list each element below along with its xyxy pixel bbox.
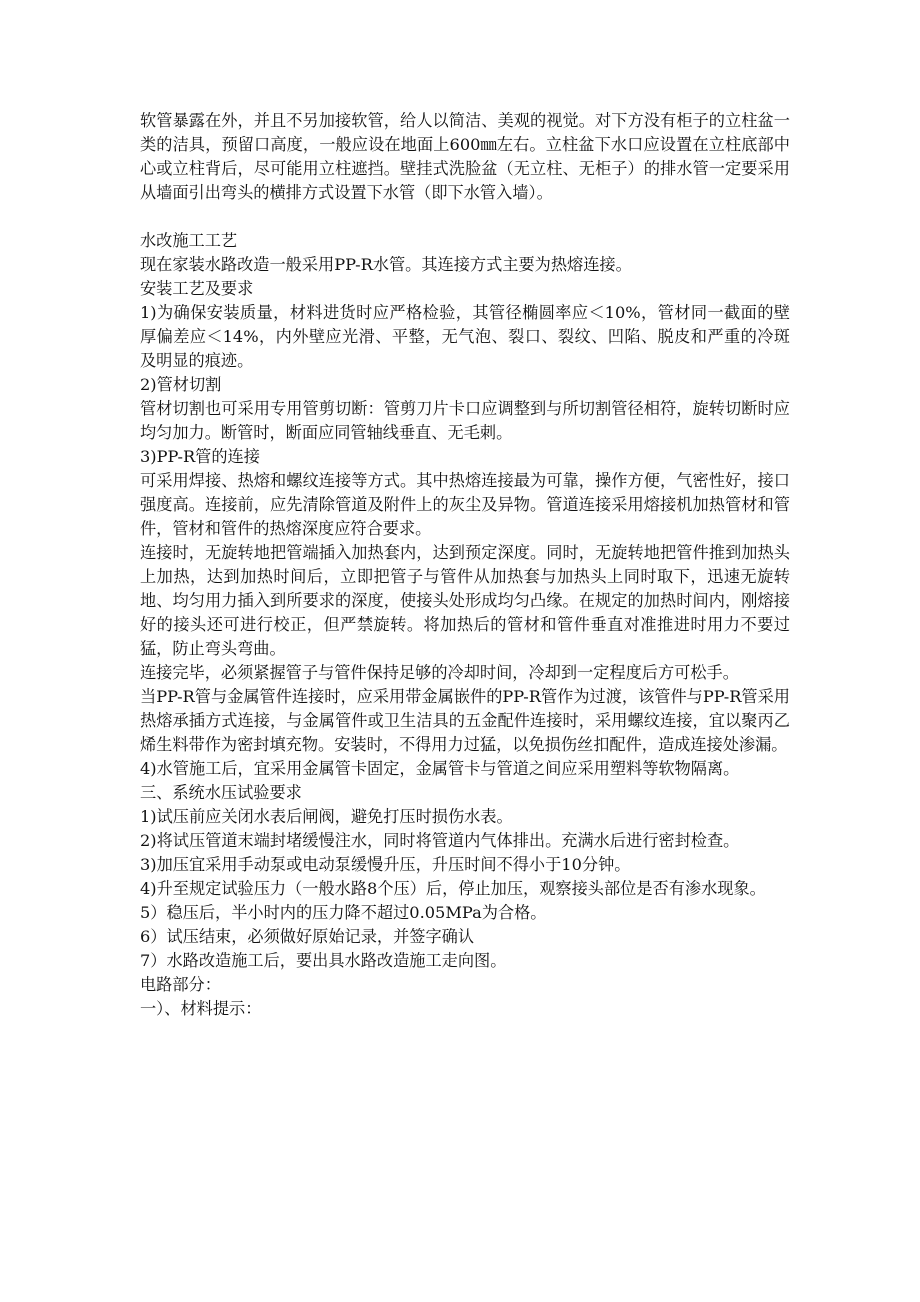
heading-installation-requirements: 安装工艺及要求	[140, 279, 254, 298]
blank-line	[140, 205, 790, 229]
heading-material-tips: 一）、材料提示：	[140, 999, 262, 1018]
list-item-test-1: 1)试压前应关闭水表后闸阀，避免打压时损伤水表。	[140, 807, 513, 826]
paragraph-ppr-intro: 现在家装水路改造一般采用PP-R水管。其连接方式主要为热熔连接。	[140, 255, 632, 274]
paragraph-pipe-cutting: 管材切割也可采用专用管剪切断：管剪刀片卡口应调整到与所切割管径相符，旋转切断时应均匀加力。断管时，断面应同管轴线垂直、无毛刺。	[140, 399, 790, 442]
document-body	[140, 109, 790, 1021]
list-item-test-5: 5）稳压后，半小时内的压力降不超过0.05MPa为合格。	[140, 903, 547, 922]
list-item-test-2: 2)将试压管道末端封堵缓慢注水，同时将管道内气体排出。充满水后进行密封检查。	[140, 831, 740, 850]
heading-pressure-test: 三、系统水压试验要求	[140, 783, 302, 802]
paragraph-cooling: 连接完毕，必须紧握管子与管件保持足够的冷却时间，冷却到一定程度后方可松手。	[140, 663, 739, 682]
paragraph-pipe-clamps: 4)水管施工后，宜采用金属管卡固定，金属管卡与管道之间应采用塑料等软物隔离。	[140, 759, 740, 778]
list-item-test-3: 3)加压宜采用手动泵或电动泵缓慢升压，升压时间不得小于10分钟。	[140, 855, 631, 874]
paragraph-connection-methods: 可采用焊接、热熔和螺纹连接等方式。其中热熔连接最为可靠，操作方便，气密性好，接口强度高。连接前，应先清除管道及附件上的灰尘及异物。管道连接采用熔接机加热管材和管件，管材和管件的热熔深度应符合要求。	[140, 471, 790, 538]
list-item-test-6: 6）试压结束，必须做好原始记录，并签字确认	[140, 927, 475, 946]
paragraph-connection-procedure: 连接时，无旋转地把管端插入加热套内，达到预定深度。同时，无旋转地把管件推到加热头上加热，达到加热时间后，立即把管子与管件从加热套与加热头上同时取下，迅速无旋转地、均匀用力插入到所要求的深度，使接头处形成均匀凸缘。在规定的加热时间内，刚熔接好的接头还可进行校正，但严禁旋转。将加热后的管材和管件垂直对准推进时用力不要过猛，防止弯头弯曲。	[140, 543, 790, 658]
list-item-test-4: 4)升至规定试验压力（一般水路8个压）后，停止加压，观察接头部位是否有渗水现象。	[140, 879, 766, 898]
heading-pipe-cutting: 2)管材切割	[140, 375, 222, 394]
heading-electrical: 电路部分：	[140, 975, 221, 994]
heading-plumbing-process: 水改施工工艺	[140, 231, 238, 250]
paragraph-material-inspection: 1)为确保安装质量，材料进货时应严格检验，其管径椭圆率应＜10%，管材同一截面的壁厚偏差应＜14%，内外壁应光滑、平整，无气泡、裂口、裂纹、凹陷、脱皮和严重的冷斑及明显的痕迹。	[140, 303, 790, 370]
paragraph-basin-drainage: 软管暴露在外，并且不另加接软管，给人以简洁、美观的视觉。对下方没有柜子的立柱盆一类的洁具，预留口高度，一般应设在地面上600㎜左右。立柱盆下水口应设置在立柱底部中心或立柱背后，尽可能用立柱遮挡。壁挂式洗脸盆（无立柱、无柜子）的排水管一定要采用从墙面引出弯头的横排方式设置下水管（即下水管入墙）。	[140, 111, 790, 202]
heading-ppr-connection: 3)PP-R管的连接	[140, 447, 260, 466]
list-item-test-7: 7）水路改造施工后，要出具水路改造施工走向图。	[140, 951, 507, 970]
paragraph-metal-fitting: 当PP-R管与金属管件连接时，应采用带金属嵌件的PP-R管作为过渡，该管件与PP-R管采用热熔承插方式连接，与金属管件或卫生洁具的五金配件连接时，采用螺纹连接，宜以聚丙乙烯生料带作为密封填充物。安装时，不得用力过猛，以免损伤丝扣配件，造成连接处渗漏。	[140, 687, 790, 754]
